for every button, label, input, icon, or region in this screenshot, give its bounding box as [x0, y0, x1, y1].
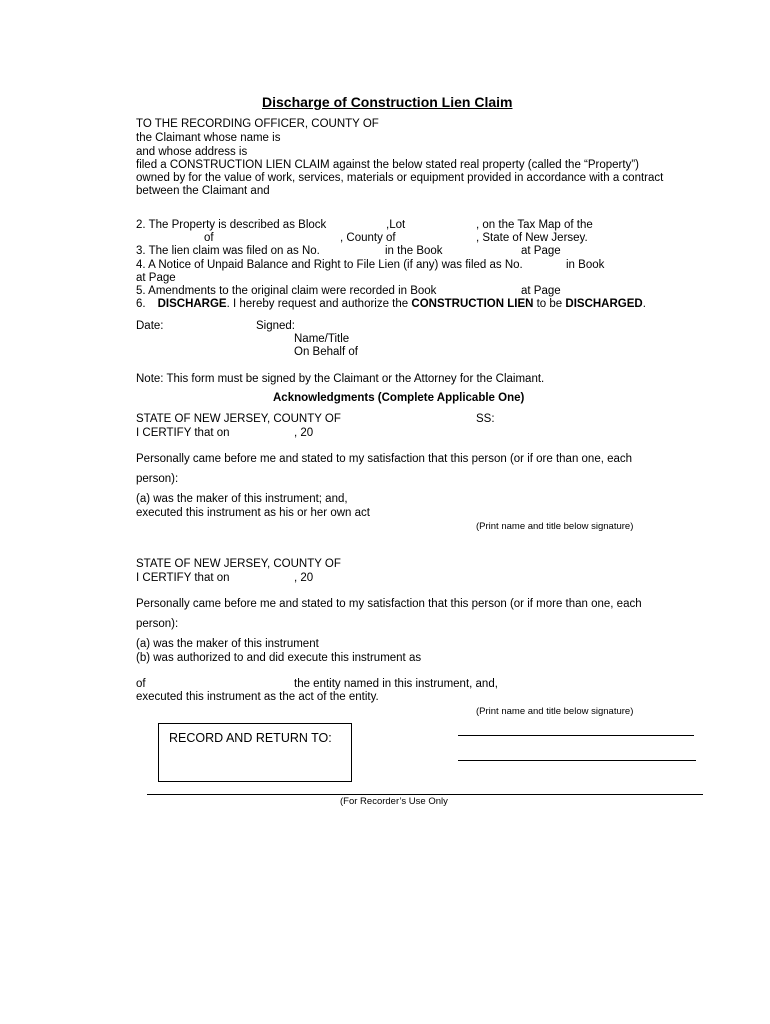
ack1-personally: Personally came before me and stated to my satisfaction that this person (or if ore than one, each — [136, 453, 633, 465]
record-return-label: RECORD AND RETURN TO: — [169, 731, 332, 745]
ack2-executed: executed this instrument as the act of the entity. — [136, 691, 379, 703]
recorder-use-label: (For Recorder’s Use Only — [340, 796, 448, 807]
signature-line-2 — [458, 760, 696, 761]
item-2-county: , County of — [340, 232, 396, 244]
item-3-filed: 3. The lien claim was filed on as No. — [136, 245, 320, 257]
acknowledgments-heading: Acknowledgments (Complete Applicable One) — [273, 392, 525, 404]
item-6-discharged: DISCHARGED — [565, 298, 643, 310]
name-title-label: Name/Title — [294, 333, 350, 345]
ack2-of: of — [136, 678, 146, 690]
ack2-item-b: (b) was authorized to and did execute this instrument as — [136, 652, 422, 664]
on-behalf-label: On Behalf of — [294, 346, 358, 358]
record-return-box — [158, 723, 352, 782]
ack2-personally: Personally came before me and stated to my satisfaction that this person (or if more than one, each — [136, 598, 642, 610]
item-6-discharge — [136, 298, 646, 311]
signature-line-1 — [458, 735, 694, 736]
item-4-notice: 4. A Notice of Unpaid Balance and Right to File Lien (if any) was filed as No. — [136, 259, 523, 271]
item-5-page: at Page — [521, 285, 561, 297]
header-line-owned: owned by for the value of work, services, materials or equipment provided in accordance with a contract — [136, 172, 664, 184]
ack2-print-note: (Print name and title below signature) — [476, 706, 634, 717]
date-label: Date: — [136, 320, 164, 332]
ack1-item-a: (a) was the maker of this instrument; and, — [136, 493, 348, 505]
item-6-discharge-label: DISCHARGE — [157, 298, 227, 310]
header-line-claimant-name: the Claimant whose name is — [136, 132, 281, 144]
item-4-book: in Book — [566, 259, 605, 271]
item-2-block: 2. The Property is described as Block — [136, 219, 327, 231]
item-6-construction-lien: CONSTRUCTION LIEN — [411, 298, 534, 310]
item-5-amendments: 5. Amendments to the original claim were recorded in Book — [136, 285, 437, 297]
item-2-state: , State of New Jersey. — [476, 232, 588, 244]
ack1-certify: I CERTIFY that on — [136, 427, 230, 439]
item-2-of: of — [204, 232, 214, 244]
ack2-year: , 20 — [294, 572, 314, 584]
item-2-lot: ,Lot — [386, 219, 406, 231]
ack1-person: person): — [136, 473, 179, 485]
ack2-certify: I CERTIFY that on — [136, 572, 230, 584]
signed-label: Signed: — [256, 320, 296, 332]
ack1-ss: SS: — [476, 413, 495, 425]
document-title: Discharge of Construction Lien Claim — [262, 94, 513, 110]
ack2-entity: the entity named in this instrument, and, — [294, 678, 498, 690]
item-4-page: at Page — [136, 272, 176, 284]
note-text: Note: This form must be signed by the Claimant or the Attorney for the Claimant. — [136, 373, 545, 385]
item-3-page: at Page — [521, 245, 561, 257]
ack1-print-note: (Print name and title below signature) — [476, 521, 634, 532]
header-line-recording-officer: TO THE RECORDING OFFICER, COUNTY OF — [136, 118, 379, 130]
header-line-address: and whose address is — [136, 146, 248, 158]
ack1-year: , 20 — [294, 427, 314, 439]
ack2-state: STATE OF NEW JERSEY, COUNTY OF — [136, 558, 341, 570]
item-3-book: in the Book — [385, 245, 443, 257]
item-6-number: 6. — [136, 298, 146, 310]
ack2-person: person): — [136, 618, 179, 630]
item-2-tax-map: , on the Tax Map of the — [476, 219, 593, 231]
ack1-executed: executed this instrument as his or her own act — [136, 507, 370, 519]
item-6-request-text: . I hereby request and authorize the — [226, 298, 409, 310]
header-line-between: between the Claimant and — [136, 185, 270, 197]
ack2-item-a: (a) was the maker of this instrument — [136, 638, 319, 650]
item-6-to-be: to be — [533, 298, 563, 310]
ack1-state: STATE OF NEW JERSEY, COUNTY OF — [136, 413, 341, 425]
header-line-filed: filed a CONSTRUCTION LIEN CLAIM against the below stated real property (called the “Property”) — [136, 159, 639, 171]
item-6-period: . — [642, 298, 646, 310]
